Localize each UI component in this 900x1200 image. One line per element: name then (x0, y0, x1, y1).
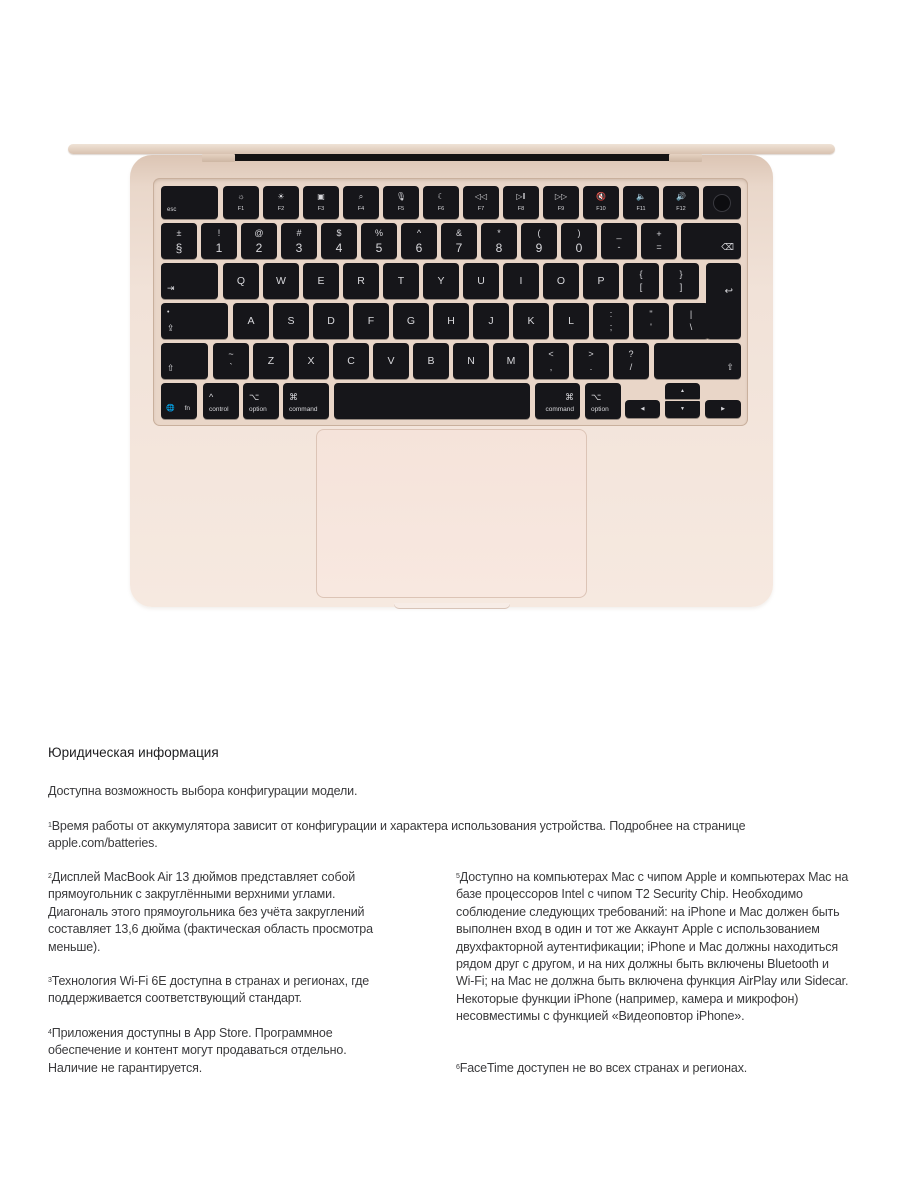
key-backslash (673, 303, 709, 339)
key-c (333, 343, 369, 379)
key-label: H (447, 314, 455, 327)
key-label: F (367, 314, 375, 327)
key-command-left (283, 383, 329, 419)
brightness-up-icon: ☀ (277, 191, 285, 201)
key-f11 (623, 186, 659, 219)
key-shift-label: > (588, 349, 594, 359)
command-icon: ⌘ (565, 391, 574, 402)
key-label: O (556, 274, 566, 287)
footnote-1 (48, 818, 818, 853)
key-label: ` (229, 362, 233, 372)
key-f7 (463, 186, 499, 219)
key-label: esc (167, 207, 177, 213)
key-label: fn (184, 404, 190, 412)
key-label: 2 (255, 240, 263, 255)
key-f2 (263, 186, 299, 219)
key-7 (441, 223, 477, 259)
key-p (583, 263, 619, 299)
key-label: [ (639, 282, 643, 292)
key-command-right (535, 383, 580, 419)
trackpad (316, 429, 587, 598)
footnote-text: FaceTime доступен не во всех странах и регионах. (459, 1061, 748, 1075)
key-shift-label: $ (336, 227, 342, 238)
footnote-2 (48, 869, 398, 956)
key-f9 (543, 186, 579, 219)
key-option-left (243, 383, 279, 419)
command-icon: ⌘ (289, 391, 298, 402)
key-label: S (287, 314, 295, 327)
key-x (293, 343, 329, 379)
key-9 (521, 223, 557, 259)
footnote-text: Приложения доступны в App Store. Программное обеспечение и контент могут продаваться отдельно. Наличие не гарантируется. (48, 1026, 347, 1075)
key-shift-left (161, 343, 208, 379)
key-arrow-down (665, 401, 700, 418)
key-u (463, 263, 499, 299)
arrow-left-icon: ◀ (640, 405, 645, 412)
key-b (413, 343, 449, 379)
key-1 (201, 223, 237, 259)
key-label: V (387, 354, 395, 367)
key-shift-label: ~ (228, 349, 234, 359)
key-label: - (617, 242, 621, 252)
play-pause-icon: ▷ǁ (516, 191, 526, 201)
key-return (706, 263, 741, 339)
key-label: F3 (317, 205, 325, 212)
key-shift-label: @ (254, 227, 264, 238)
key-label: K (527, 314, 535, 327)
key-label: X (307, 354, 315, 367)
footnote-number: 3 (48, 977, 52, 984)
key-label: F7 (477, 205, 485, 212)
key-label: G (406, 314, 416, 327)
key-label: , (549, 362, 553, 372)
key-a (233, 303, 269, 339)
key-4 (321, 223, 357, 259)
key-label: / (629, 362, 633, 372)
key-f8 (503, 186, 539, 219)
key-shift-label: % (374, 227, 383, 238)
key-j (473, 303, 509, 339)
dictation-microphone-icon: 🎙 (395, 191, 407, 201)
footnote-text: Время работы от аккумулятора зависит от конфигурации и характера использования устройства. Подробнее на странице apple.com/batteries. (48, 819, 746, 851)
key-shift-right (654, 343, 741, 379)
key-control (203, 383, 239, 419)
key-label: ] (679, 282, 683, 292)
key-n (453, 343, 489, 379)
shift-icon: ⇧ (167, 363, 175, 373)
key-label: option (591, 405, 609, 413)
key-label: \ (689, 322, 693, 332)
key-label: 0 (575, 240, 583, 255)
key-l (553, 303, 589, 339)
key-esc (161, 186, 218, 219)
footnote-number: 5 (456, 873, 460, 880)
shift-icon: ⇧ (726, 362, 734, 372)
key-v (373, 343, 409, 379)
tab-arrow-icon: ⇥ (167, 283, 175, 293)
key-shift-label: ! (217, 227, 221, 238)
key-label: Z (267, 354, 275, 367)
key-label: F6 (437, 205, 445, 212)
footnote-6 (456, 1060, 856, 1077)
key-shift-label: ( (537, 227, 541, 238)
key-label: B (427, 354, 435, 367)
key-label: W (276, 274, 286, 287)
key-caps-lock (161, 303, 228, 339)
key-label: J (488, 314, 494, 327)
key-equals (641, 223, 677, 259)
key-label: R (357, 274, 365, 287)
footnote-text: Технология Wi‑Fi 6E доступна в странах и регионах, где поддерживается соответствующий стандарт. (48, 974, 370, 1006)
mute-icon: 🔇 (596, 191, 606, 201)
key-label: control (209, 405, 229, 413)
key-label: Y (437, 274, 445, 287)
do-not-disturb-moon-icon: ☾ (437, 191, 445, 201)
option-icon: ⌥ (591, 391, 602, 402)
footnote-5 (456, 869, 856, 1026)
key-label: 9 (535, 240, 543, 255)
key-arrow-up (665, 383, 700, 399)
key-f5 (383, 186, 419, 219)
key-label: 7 (455, 240, 463, 255)
key-f12 (663, 186, 699, 219)
key-y (423, 263, 459, 299)
key-h (433, 303, 469, 339)
footnote-text: Доступно на компьютерах Mac с чипом Apple и компьютерах Mac на базе процессоров Intel с чипом T2 Security Chip. Необходимо соблюдение следующих требований: на iPhone и Mac должен быть выполнен вход в один и тот же Аккаунт Apple с использованием двухфакторной аутентификации; iPhone и Mac должны находиться рядом друг с другом, и на них должны быть включены Bluetooth и Wi‑Fi; на Mac не должна быть включена функция AirPlay или Sidecar. Некоторые функции iPhone (например, камера и микрофон) несовместимы с функцией «Видеоповтор iPhone». (456, 870, 849, 1024)
delete-backspace-icon: ⌫ (721, 242, 734, 252)
key-period (573, 343, 609, 379)
key-label: § (175, 240, 183, 255)
key-g (393, 303, 429, 339)
key-i (503, 263, 539, 299)
spotlight-search-icon: ⌕ (358, 191, 364, 201)
key-6 (401, 223, 437, 259)
key-q (223, 263, 259, 299)
key-t (383, 263, 419, 299)
key-shift-label: < (548, 349, 554, 359)
key-label: D (327, 314, 335, 327)
key-f4 (343, 186, 379, 219)
footnote-number: 1 (48, 822, 52, 829)
key-label: . (589, 362, 593, 372)
key-2 (241, 223, 277, 259)
key-z (253, 343, 289, 379)
footnote-number: 6 (456, 1064, 460, 1071)
key-label: option (249, 405, 267, 413)
key-label: F2 (277, 205, 285, 212)
touch-id-sensor-icon (713, 194, 731, 212)
return-arrow-icon: ↩ (724, 286, 733, 297)
key-f6 (423, 186, 459, 219)
globe-icon: 🌐 (166, 405, 175, 412)
key-section (161, 223, 197, 259)
lid-opening-notch (394, 603, 510, 608)
arrow-right-icon: ▶ (721, 405, 725, 412)
key-5 (361, 223, 397, 259)
caps-lock-indicator-icon: • (167, 309, 170, 316)
key-shift-label: ) (577, 227, 581, 238)
key-shift-label: | (689, 309, 693, 319)
key-label: F4 (357, 205, 365, 212)
key-d (313, 303, 349, 339)
key-label: 4 (335, 240, 343, 255)
key-label: Q (236, 274, 246, 287)
key-label: N (467, 354, 475, 367)
hinge-tab-right (669, 154, 702, 162)
key-3 (281, 223, 317, 259)
key-left-bracket (623, 263, 659, 299)
rewind-icon: ◁◁ (474, 191, 488, 201)
key-semicolon (593, 303, 629, 339)
fast-forward-icon: ▷▷ (554, 191, 568, 201)
key-r (343, 263, 379, 299)
key-tab (161, 263, 218, 299)
key-label: 5 (375, 240, 383, 255)
key-comma (533, 343, 569, 379)
key-slash (613, 343, 649, 379)
key-label: command (289, 405, 318, 413)
key-label: 8 (495, 240, 503, 255)
key-fn-globe (161, 383, 197, 419)
key-label: F8 (517, 205, 525, 212)
key-label: C (347, 354, 355, 367)
legal-heading: Юридическая информация (48, 745, 219, 760)
key-label: F11 (636, 205, 646, 212)
key-label: 1 (215, 240, 223, 255)
legal-intro: Доступна возможность выбора конфигурации модели. (48, 784, 358, 798)
key-shift-label: * (497, 227, 501, 238)
key-8 (481, 223, 517, 259)
key-m (493, 343, 529, 379)
footnote-number: 2 (48, 873, 52, 880)
key-shift-label: ? (628, 349, 634, 359)
key-label: 3 (295, 240, 303, 255)
key-label: M (506, 354, 516, 367)
key-label: F10 (596, 205, 606, 212)
key-label: P (597, 274, 605, 287)
footnote-3 (48, 973, 398, 1008)
key-minus (601, 223, 637, 259)
key-label: T (397, 274, 405, 287)
key-label: F5 (397, 205, 405, 212)
key-w (263, 263, 299, 299)
key-label: 6 (415, 240, 423, 255)
key-label: E (317, 274, 325, 287)
key-label: command (545, 405, 574, 413)
volume-down-icon: 🔈 (636, 191, 646, 201)
key-label: ' (650, 322, 652, 332)
key-shift-label: { (639, 269, 643, 279)
key-shift-label: # (296, 227, 302, 238)
key-label: ; (609, 322, 613, 332)
key-e (303, 263, 339, 299)
key-s (273, 303, 309, 339)
key-label: F9 (557, 205, 565, 212)
footnote-4 (48, 1025, 373, 1077)
brightness-down-icon: ☼ (237, 191, 245, 201)
option-icon: ⌥ (249, 391, 260, 402)
key-label: I (519, 274, 523, 287)
arrow-up-icon: ▲ (680, 387, 685, 394)
key-o (543, 263, 579, 299)
key-label: F1 (237, 205, 245, 212)
key-shift-label: + (656, 229, 662, 239)
volume-up-icon: 🔊 (676, 191, 686, 201)
key-touch-id (703, 186, 741, 219)
key-option-right (585, 383, 621, 419)
key-delete (681, 223, 741, 259)
key-f (353, 303, 389, 339)
key-arrow-right (705, 400, 741, 418)
key-shift-label: : (609, 309, 613, 319)
key-0 (561, 223, 597, 259)
key-arrow-left (625, 400, 660, 418)
hinge-slot (203, 154, 700, 161)
key-shift-label: " (649, 309, 653, 319)
laptop-lid (68, 144, 835, 154)
footnote-text: Дисплей MacBook Air 13 дюймов представляет собой прямоугольник с закруглёнными верхними углами. Диагональ этого прямоугольника без учёта закруглений составляет 13,6 дюйма (фактическая область просмотра меньше). (48, 870, 373, 954)
key-label: F12 (676, 205, 686, 212)
key-label: U (477, 274, 485, 287)
arrow-down-icon: ▼ (680, 406, 685, 412)
key-shift-label: ^ (416, 227, 422, 238)
key-quote (633, 303, 669, 339)
key-shift-label: & (455, 227, 462, 238)
key-right-bracket (663, 263, 699, 299)
mission-control-icon: ▣ (317, 191, 325, 201)
hinge-tab-left (202, 154, 235, 162)
key-shift-label: ± (176, 227, 182, 238)
key-label: A (247, 314, 255, 327)
key-shift-label: _ (616, 229, 622, 239)
key-label: = (656, 242, 662, 252)
key-f10 (583, 186, 619, 219)
key-f3 (303, 186, 339, 219)
key-k (513, 303, 549, 339)
footnote-number: 4 (48, 1029, 52, 1036)
key-grave (213, 343, 249, 379)
caps-lock-icon: ⇪ (167, 323, 175, 333)
key-label: L (568, 314, 574, 327)
key-f1 (223, 186, 259, 219)
key-shift-label: } (679, 269, 683, 279)
control-caret-icon: ^ (209, 391, 214, 402)
key-space (334, 383, 530, 419)
